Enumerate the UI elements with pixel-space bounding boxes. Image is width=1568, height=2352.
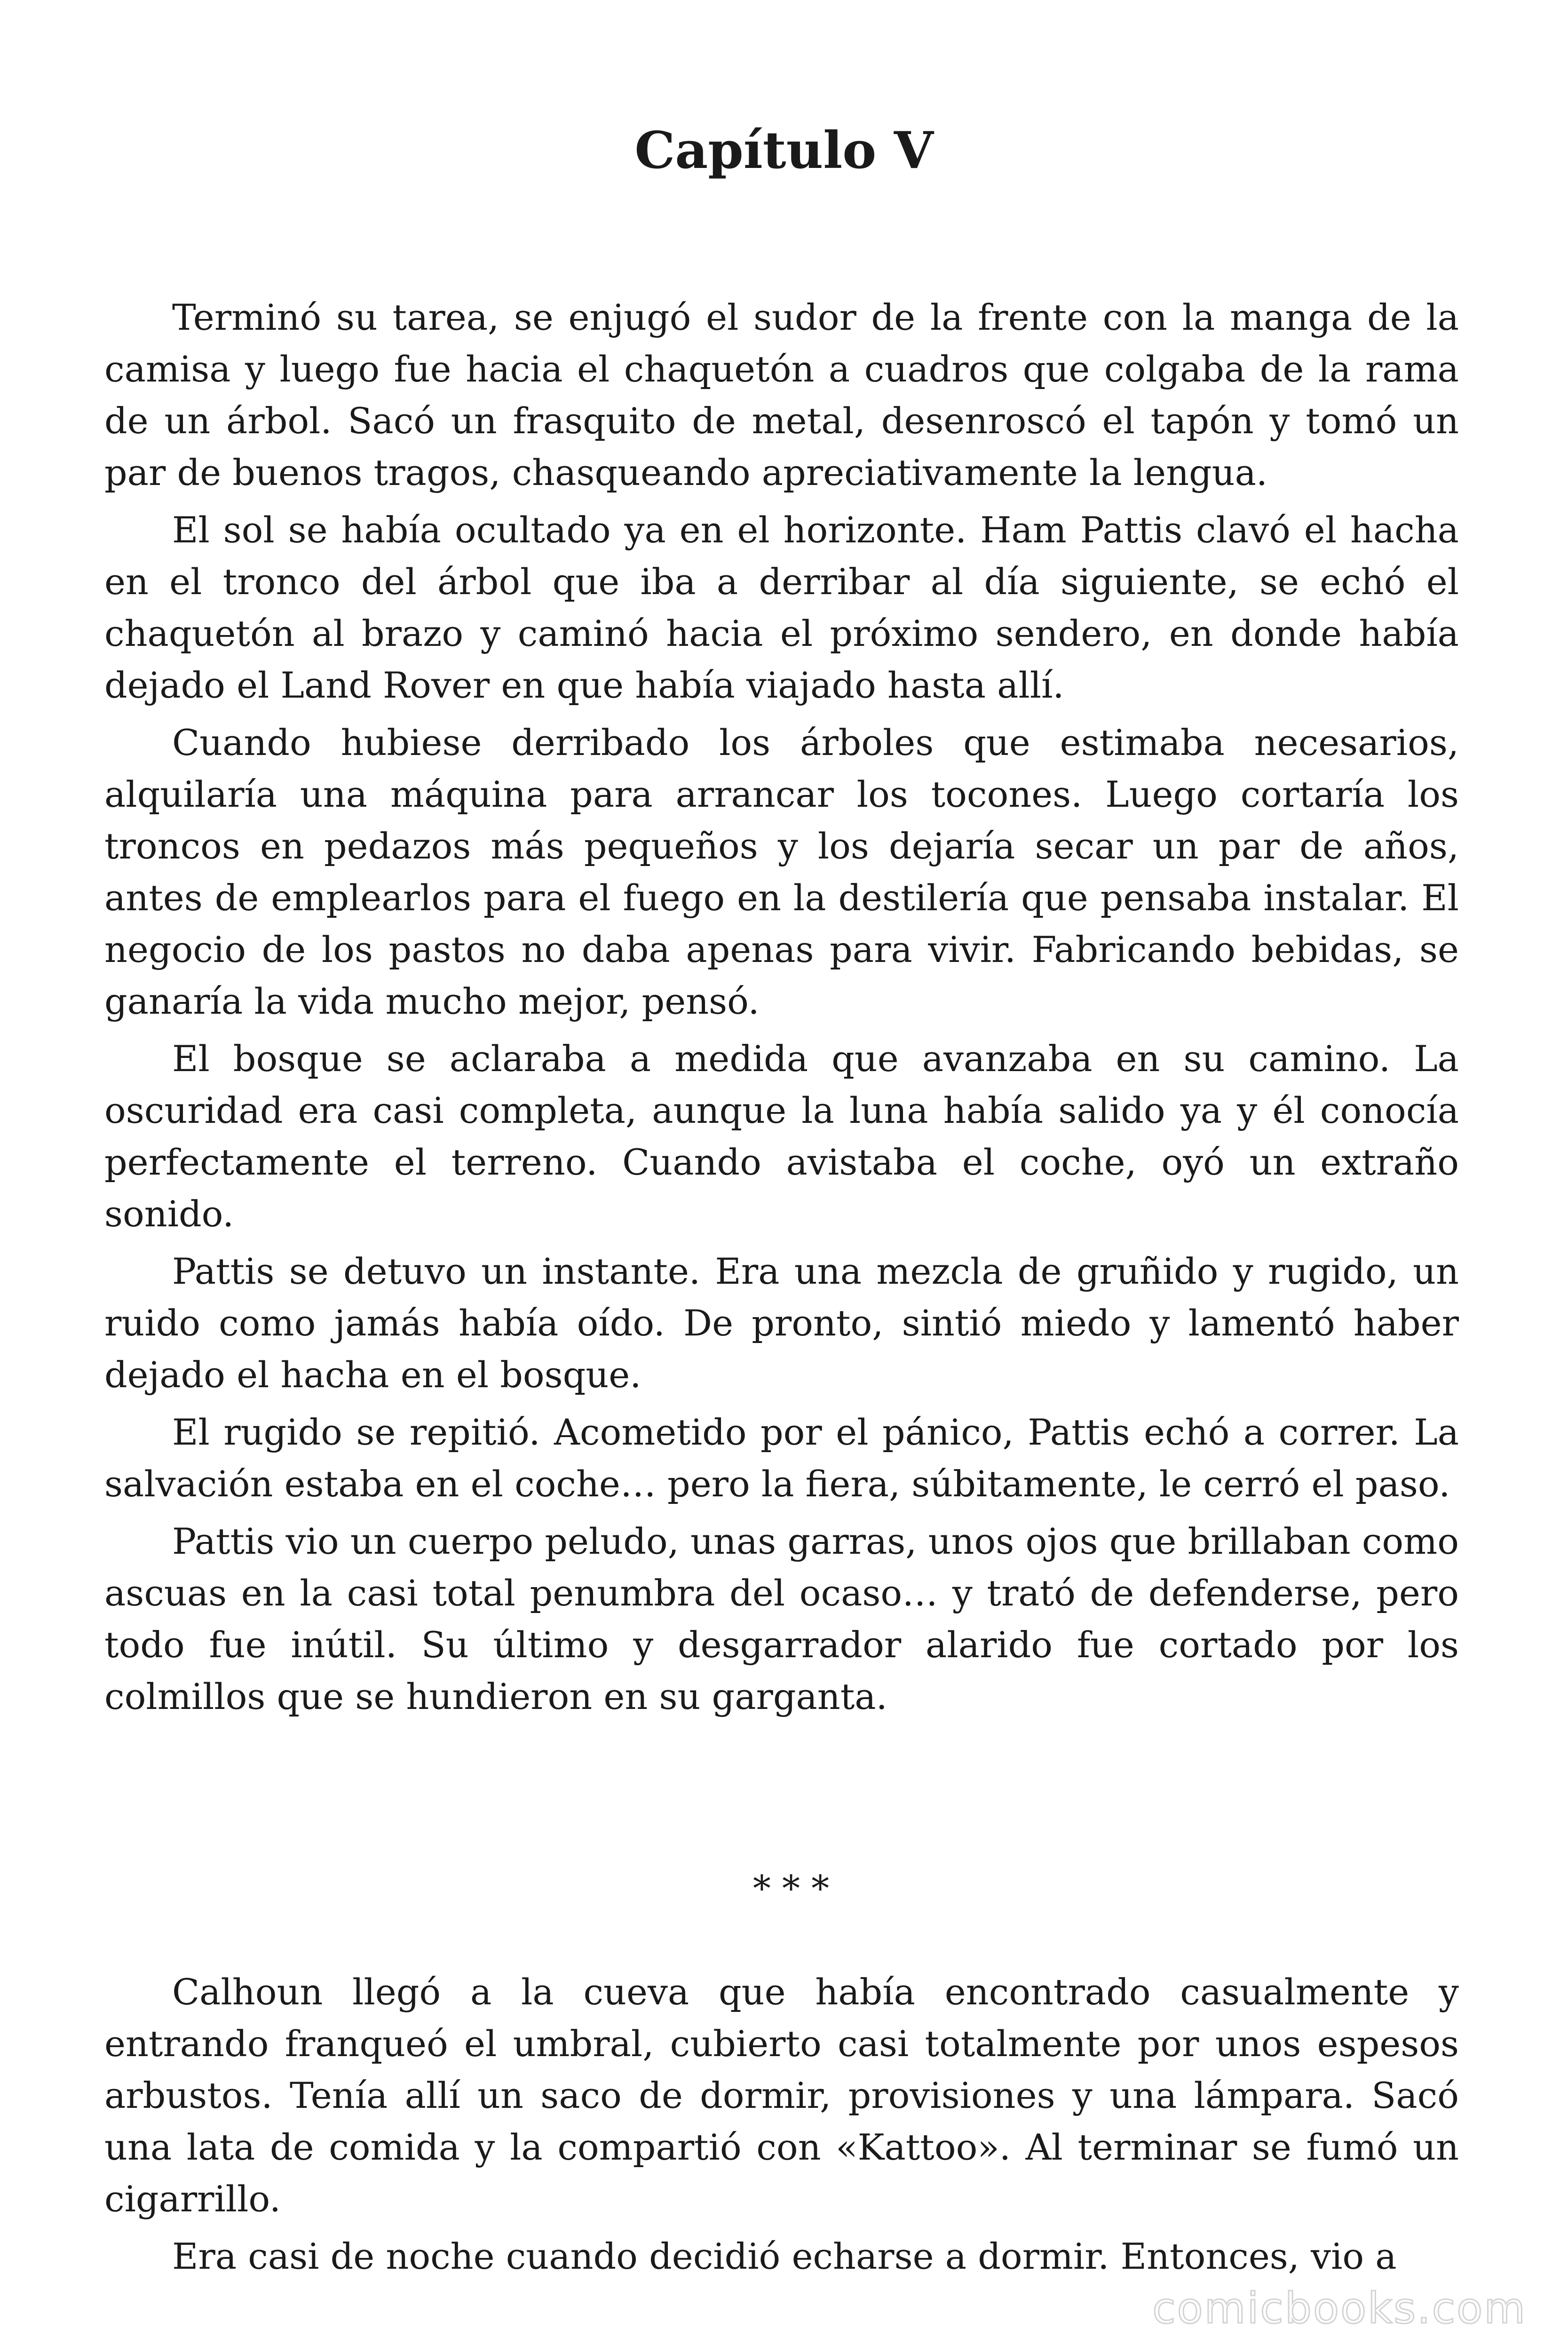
scene-break-separator: * * * [752, 1867, 830, 1909]
chapter-title: Capítulo V [634, 121, 934, 180]
section-2-text [104, 1966, 1459, 2288]
paragraph: Calhoun llegó a la cueva que había encontrado casualmente y entrando franqueó el umbral, cubierto casi totalmente por unos espesos arbustos. Tenía allí un saco de dormir, provisiones y una lámpara. Sacó una lata de comida y la compartió con «Kattoo». Al terminar se fumó un cigarrillo. [104, 1971, 1459, 2220]
paragraph: Cuando hubiese derribado los árboles que estimaba necesarios, alquilaría una máquina para arrancar los tocones. Luego cortaría los troncos en pedazos más pequeños y los dejaría secar un par de años, antes de emplearlos para el fuego en la destilería que pensaba instalar. El negocio de los pastos no daba apenas para vivir. Fabricando bebidas, se ganaría la vida mucho mejor, pensó. [104, 722, 1459, 1022]
paragraph: Era casi de noche cuando decidió echarse a dormir. Entonces, vio a [172, 2235, 1397, 2277]
site-watermark: comicbooks.com [1152, 2284, 1527, 2333]
paragraph: El rugido se repitió. Acometido por el pánico, Pattis echó a correr. La salvación estaba en el coche… pero la fiera, súbitamente, le cerró el paso. [104, 1411, 1459, 1505]
paragraph: El bosque se aclaraba a medida que avanzaba en su camino. La oscuridad era casi completa, aunque la luna había salido ya y él conocía perfectamente el terreno. Cuando avistaba el coche, oyó un extraño sonido. [104, 1038, 1459, 1235]
section-1-text [104, 292, 1459, 1728]
paragraph: Terminó su tarea, se enjugó el sudor de la frente con la manga de la camisa y luego fue hacia el chaquetón a cuadros que colgaba de la rama de un árbol. Sacó un frasquito de metal, desenroscó el tapón y tomó un par de buenos tragos, chasqueando apreciativamente la lengua. [104, 296, 1459, 493]
paragraph: El sol se había ocultado ya en el horizonte. Ham Pattis clavó el hacha en el tronco del árbol que iba a derribar al día siguiente, se echó el chaquetón al brazo y caminó hacia el próximo sendero, en donde había dejado el Land Rover en que había viajado hasta allí. [104, 509, 1459, 706]
paragraph: Pattis vio un cuerpo peludo, unas garras, unos ojos que brillaban como ascuas en la casi total penumbra del ocaso… y trató de defenderse, pero todo fue inútil. Su último y desgarrador alarido fue cortado por los colmillos que se hundieron en su garganta. [104, 1520, 1459, 1717]
paragraph: Pattis se detuvo un instante. Era una mezcla de gruñido y rugido, un ruido como jamás había oído. De pronto, sintió miedo y lamentó haber dejado el hacha en el bosque. [104, 1250, 1459, 1396]
